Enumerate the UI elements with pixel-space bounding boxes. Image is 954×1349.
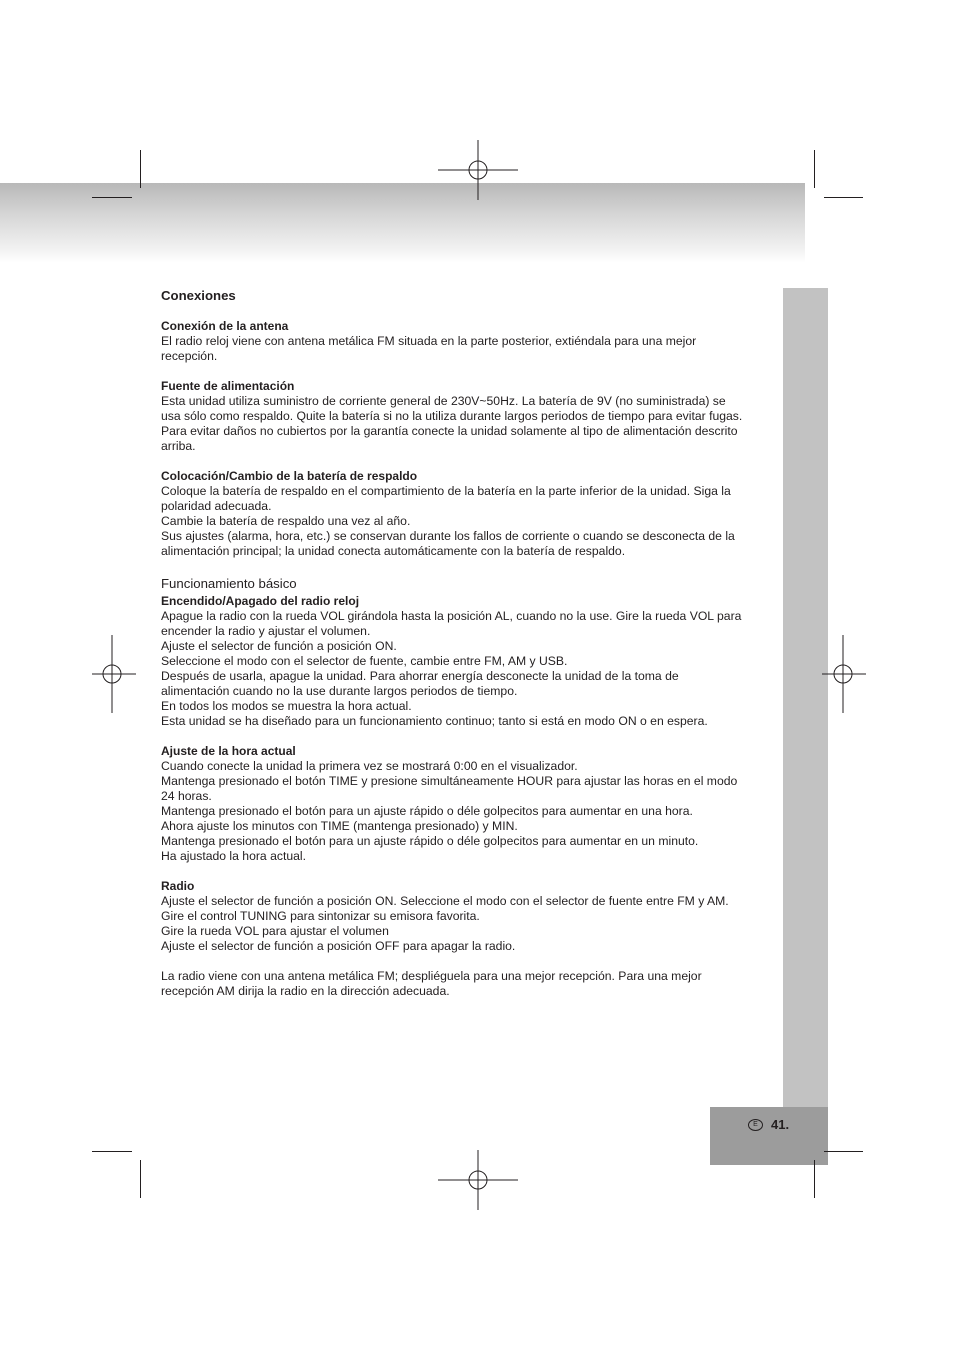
registration-mark-icon: [822, 635, 866, 713]
text-line: Mantenga presionado el botón para un ajuste rápido o déle golpecitos para aumentar en un minuto.: [161, 834, 699, 848]
text-line: Cuando conecte la unidad la primera vez se mostrará 0:00 en el visualizador.: [161, 759, 578, 773]
text-line: Esta unidad se ha diseñado para un funcionamiento continuo; tanto si está en modo ON o en espera.: [161, 714, 708, 728]
text-line: Ha ajustado la hora actual.: [161, 849, 306, 863]
text-line: Coloque la batería de respaldo en el compartimiento de la batería en la parte inferior de la unidad. Siga la: [161, 484, 731, 498]
text-line: Esta unidad utiliza suministro de corriente general de 230V~50Hz. La batería de 9V (no suministrada) se: [161, 394, 726, 408]
text-line: Para evitar daños no cubiertos por la garantía conecte la unidad solamente al tipo de alimentación descrito: [161, 424, 738, 438]
text-line: polaridad adecuada.: [161, 499, 272, 513]
crop-mark: [824, 197, 863, 198]
text-line: 24 horas.: [161, 789, 212, 803]
text-line: Mantenga presionado el botón para un ajuste rápido o déle golpecitos para aumentar en una hora.: [161, 804, 693, 818]
subheading-alimentacion: Fuente de alimentación: [161, 379, 295, 393]
crop-mark: [140, 1160, 141, 1198]
text-line: En todos los modos se muestra la hora actual.: [161, 699, 412, 713]
section-title-conexiones: Conexiones: [161, 288, 236, 303]
registration-mark-icon: [92, 635, 136, 713]
text-line: alimentación cuando no la use durante largos periodos de tiempo.: [161, 684, 518, 698]
subheading-hora: Ajuste de la hora actual: [161, 744, 296, 758]
text-line: La radio viene con una antena metálica FM; despliéguela para una mejor recepción. Para una mejor: [161, 969, 702, 983]
text-line: Ajuste el selector de función a posición OFF para apagar la radio.: [161, 939, 516, 953]
text-line: Ahora ajuste los minutos con TIME (mantenga presionado) y MIN.: [161, 819, 518, 833]
subheading-radio: Radio: [161, 879, 195, 893]
page-number-label: 41.: [771, 1117, 790, 1132]
text-line: Gire el control TUNING para sintonizar su emisora favorita.: [161, 909, 480, 923]
subheading-encendido: Encendido/Apagado del radio reloj: [161, 594, 360, 608]
text-line: Cambie la batería de respaldo una vez al año.: [161, 514, 411, 528]
crop-mark: [92, 1151, 132, 1152]
text-line: Seleccione el modo con el selector de fuente, cambie entre FM, AM y USB.: [161, 654, 568, 668]
text-line: Gire la rueda VOL para ajustar el volumen: [161, 924, 389, 938]
text-line: usa sólo como respaldo. Quite la batería si no la utiliza durante largos periodos de tiempo para evitar fugas.: [161, 409, 743, 423]
text-line: recepción AM dirija la radio en la dirección adecuada.: [161, 984, 450, 998]
text-line: Apague la radio con la rueda VOL girándola hasta la posición AL, cuando no la use. Gire la rueda VOL para: [161, 609, 742, 623]
text-line: Mantenga presionado el botón TIME y presione simultáneamente HOUR para ajustar las horas en el modo: [161, 774, 738, 788]
crop-mark: [824, 1151, 863, 1152]
text-line: Ajuste el selector de función a posición ON.: [161, 639, 397, 653]
crop-mark: [140, 150, 141, 188]
crop-mark: [814, 150, 815, 188]
registration-mark-icon: [438, 140, 518, 200]
header-band: [0, 183, 805, 263]
text-line: recepción.: [161, 349, 218, 363]
text-line: alimentación principal; la unidad conecta automáticamente con la batería de respaldo.: [161, 544, 626, 558]
section-title-funcionamiento: Funcionamiento básico: [161, 576, 297, 591]
page-content: [161, 286, 776, 999]
crop-mark: [814, 1160, 815, 1198]
page-number: [748, 1117, 789, 1132]
registration-mark-icon: [438, 1150, 518, 1210]
crop-mark: [92, 197, 132, 198]
language-badge: E: [748, 1119, 763, 1131]
text-line: Después de usarla, apague la unidad. Para ahorrar energía desconecte la unidad de la toma de: [161, 669, 679, 683]
text-line: El radio reloj viene con antena metálica FM situada en la parte posterior, extiéndala para una mejor: [161, 334, 697, 348]
subheading-antena: Conexión de la antena: [161, 319, 289, 333]
text-line: Sus ajustes (alarma, hora, etc.) se conservan durante los fallos de corriente o cuando se desconecta de la: [161, 529, 735, 543]
text-line: arriba.: [161, 439, 196, 453]
subheading-bateria: Colocación/Cambio de la batería de respaldo: [161, 469, 418, 483]
page-number-tab: [710, 1107, 828, 1165]
text-line: Ajuste el selector de función a posición ON. Seleccione el modo con el selector de fuente entre FM y AM.: [161, 894, 729, 908]
text-line: encender la radio y ajustar el volumen.: [161, 624, 371, 638]
